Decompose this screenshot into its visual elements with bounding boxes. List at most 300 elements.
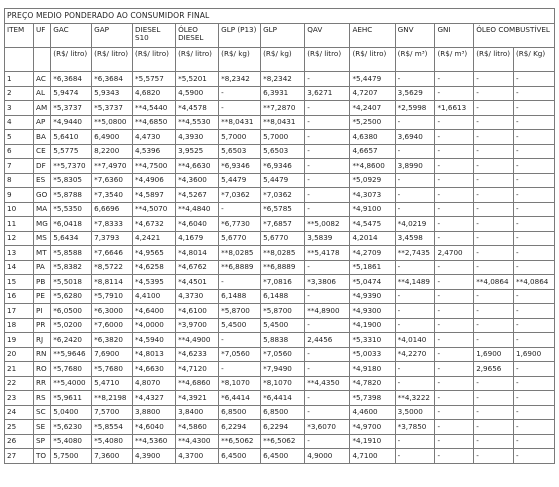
price-table-container: [4, 8, 555, 464]
unit-cell: (R$/ litro): [92, 48, 133, 72]
table-cell: 6,4900: [92, 130, 133, 145]
table-cell: *6,2420: [51, 333, 92, 348]
table-row: [5, 434, 555, 449]
table-cell: *4,3073: [350, 188, 395, 203]
table-row: [5, 318, 555, 333]
table-row: [5, 159, 555, 174]
table-cell: 3: [5, 101, 34, 116]
table-cell: 6,4500: [219, 449, 261, 464]
table-cell: 4,6657: [350, 144, 395, 159]
table-cell: **5,7370: [51, 159, 92, 174]
table-cell: 16: [5, 289, 34, 304]
table-cell: *7,9490: [261, 362, 305, 377]
table-cell: *4,3921: [176, 391, 219, 406]
table-cell: **2,7435: [395, 246, 435, 261]
unit-cell: (R$/ Kg): [514, 48, 555, 72]
table-cell: *5,4080: [92, 434, 133, 449]
table-cell: -: [435, 434, 474, 449]
table-cell: 4,3730: [176, 289, 219, 304]
table-cell: *7,0362: [261, 188, 305, 203]
table-cell: **7,4970: [92, 159, 133, 174]
table-cell: 4,3930: [176, 130, 219, 145]
table-cell: *4,5475: [350, 217, 395, 232]
table-cell: *5,3737: [51, 101, 92, 116]
table-cell: 2: [5, 86, 34, 101]
table-cell: *4,9700: [350, 420, 395, 435]
table-cell: *5,6230: [51, 420, 92, 435]
table-cell: -: [514, 101, 555, 116]
table-cell: *5,8700: [219, 304, 261, 319]
table-cell: *7,0560: [261, 347, 305, 362]
table-row: [5, 449, 555, 464]
table-cell: *7,6646: [92, 246, 133, 261]
table-cell: -: [514, 231, 555, 246]
table-row: [5, 115, 555, 130]
table-cell: -: [514, 362, 555, 377]
table-cell: SP: [34, 434, 51, 449]
table-cell: -: [474, 318, 514, 333]
table-cell: 20: [5, 347, 34, 362]
table-cell: 2,4700: [435, 246, 474, 261]
table-cell: 5,9474: [51, 86, 92, 101]
table-cell: *6,5785: [261, 202, 305, 217]
table-cell: *4,1900: [350, 318, 395, 333]
table-row: [5, 101, 555, 116]
table-cell: -: [474, 231, 514, 246]
table-cell: -: [395, 173, 435, 188]
table-cell: *4,4578: [176, 101, 219, 116]
table-cell: *5,8700: [261, 304, 305, 319]
table-cell: ES: [34, 173, 51, 188]
table-cell: 4,7100: [350, 449, 395, 464]
table-cell: -: [514, 130, 555, 145]
table-cell: **4,6850: [133, 115, 176, 130]
table-cell: -: [305, 144, 350, 159]
table-cell: *5,8305: [51, 173, 92, 188]
table-cell: 1,6900: [474, 347, 514, 362]
table-cell: *5,0474: [350, 275, 395, 290]
table-cell: *6,3684: [51, 72, 92, 87]
table-cell: -: [395, 304, 435, 319]
table-cell: AL: [34, 86, 51, 101]
table-cell: *7,6857: [261, 217, 305, 232]
table-cell: *4,6100: [176, 304, 219, 319]
table-row: [5, 202, 555, 217]
table-cell: -: [474, 173, 514, 188]
table-cell: -: [219, 333, 261, 348]
column-header: UF: [34, 24, 51, 48]
table-cell: **6,5062: [219, 434, 261, 449]
table-cell: **8,0431: [261, 115, 305, 130]
table-cell: -: [305, 72, 350, 87]
table-cell: -: [514, 86, 555, 101]
table-cell: *6,9346: [261, 159, 305, 174]
table-cell: -: [435, 231, 474, 246]
table-cell: -: [435, 130, 474, 145]
table-cell: **4,4300: [176, 434, 219, 449]
table-cell: -: [474, 289, 514, 304]
table-cell: **4,5440: [133, 101, 176, 116]
table-cell: 3,8800: [133, 405, 176, 420]
table-cell: **4,1489: [395, 275, 435, 290]
table-cell: **8,0285: [219, 246, 261, 261]
table-cell: RN: [34, 347, 51, 362]
table-title: PREÇO MEDIO PONDERADO AO CONSUMIDOR FINAL: [5, 9, 555, 24]
table-cell: -: [514, 289, 555, 304]
table-cell: *5,5350: [51, 202, 92, 217]
table-cell: *4,2709: [350, 246, 395, 261]
table-cell: 6,4500: [261, 449, 305, 464]
table-cell: AM: [34, 101, 51, 116]
table-cell: *4,6040: [133, 420, 176, 435]
table-cell: -: [305, 405, 350, 420]
table-cell: -: [435, 449, 474, 464]
column-header: DIESEL S10: [133, 24, 176, 48]
table-cell: TO: [34, 449, 51, 464]
table-cell: **4,4350: [305, 376, 350, 391]
table-cell: 6: [5, 144, 34, 159]
table-cell: *5,3737: [92, 101, 133, 116]
table-cell: *4,0140: [395, 333, 435, 348]
table-cell: *8,1070: [219, 376, 261, 391]
table-cell: 6,8500: [219, 405, 261, 420]
table-cell: -: [514, 304, 555, 319]
unit-cell: (R$/ litro): [350, 48, 395, 72]
table-cell: *5,7910: [92, 289, 133, 304]
table-cell: 6,8500: [261, 405, 305, 420]
table-cell: 4,4600: [350, 405, 395, 420]
table-cell: -: [395, 449, 435, 464]
table-cell: 2,4456: [305, 333, 350, 348]
table-cell: -: [435, 159, 474, 174]
table-cell: 4,8070: [133, 376, 176, 391]
table-cell: -: [514, 144, 555, 159]
table-cell: **5,9646: [51, 347, 92, 362]
table-row: [5, 333, 555, 348]
table-cell: -: [435, 86, 474, 101]
table-cell: 1,6900: [514, 347, 555, 362]
table-cell: *8,1070: [261, 376, 305, 391]
table-cell: -: [305, 318, 350, 333]
table-cell: *4,9180: [350, 362, 395, 377]
table-cell: 5,6503: [219, 144, 261, 159]
column-header: GLP (P13): [219, 24, 261, 48]
table-cell: 3,5000: [395, 405, 435, 420]
unit-cell: (R$/ m³): [395, 48, 435, 72]
table-row: [5, 188, 555, 203]
table-cell: 5,6434: [51, 231, 92, 246]
table-cell: 5,0400: [51, 405, 92, 420]
table-cell: 8,2200: [92, 144, 133, 159]
table-cell: *4,6040: [176, 217, 219, 232]
table-cell: *4,8013: [133, 347, 176, 362]
table-cell: -: [435, 289, 474, 304]
table-cell: -: [305, 434, 350, 449]
table-cell: -: [435, 202, 474, 217]
table-cell: **7,2870: [261, 101, 305, 116]
table-cell: -: [514, 115, 555, 130]
table-cell: 4,5900: [176, 86, 219, 101]
table-cell: -: [514, 173, 555, 188]
table-cell: 27: [5, 449, 34, 464]
table-cell: -: [474, 86, 514, 101]
table-cell: *6,0500: [51, 304, 92, 319]
table-cell: 4,5396: [133, 144, 176, 159]
table-cell: -: [435, 304, 474, 319]
header-row: [5, 24, 555, 48]
unit-cell: [5, 48, 34, 72]
table-cell: -: [395, 362, 435, 377]
table-cell: *5,2500: [350, 115, 395, 130]
table-cell: **4,8900: [305, 304, 350, 319]
table-cell: CE: [34, 144, 51, 159]
table-cell: *4,7820: [350, 376, 395, 391]
table-cell: -: [435, 72, 474, 87]
table-cell: -: [474, 130, 514, 145]
table-cell: *7,6000: [92, 318, 133, 333]
table-cell: MG: [34, 217, 51, 232]
table-cell: *4,4327: [133, 391, 176, 406]
table-cell: 5: [5, 130, 34, 145]
table-cell: **4,4840: [176, 202, 219, 217]
table-cell: *8,2342: [261, 72, 305, 87]
table-cell: -: [514, 159, 555, 174]
table-cell: -: [435, 275, 474, 290]
table-cell: DF: [34, 159, 51, 174]
table-cell: MS: [34, 231, 51, 246]
table-cell: PB: [34, 275, 51, 290]
table-cell: GO: [34, 188, 51, 203]
table-cell: *5,7398: [350, 391, 395, 406]
table-cell: -: [474, 72, 514, 87]
table-row: [5, 376, 555, 391]
column-header: ITEM: [5, 24, 34, 48]
table-cell: 26: [5, 434, 34, 449]
unit-cell: (R$/ kg): [261, 48, 305, 72]
table-cell: -: [514, 318, 555, 333]
table-cell: 5,6770: [219, 231, 261, 246]
table-cell: 21: [5, 362, 34, 377]
table-cell: 10: [5, 202, 34, 217]
table-cell: *4,0000: [133, 318, 176, 333]
table-cell: *5,4080: [51, 434, 92, 449]
table-cell: -: [395, 434, 435, 449]
table-cell: 5,4710: [92, 376, 133, 391]
table-cell: *4,6630: [133, 362, 176, 377]
column-header: GNI: [435, 24, 474, 48]
unit-cell: (R$/ litro): [305, 48, 350, 72]
table-cell: 4,2014: [350, 231, 395, 246]
table-cell: *7,0362: [219, 188, 261, 203]
column-header: GAC: [51, 24, 92, 48]
table-cell: 5,6503: [261, 144, 305, 159]
table-cell: RO: [34, 362, 51, 377]
table-cell: *5,0929: [350, 173, 395, 188]
table-cell: 3,5839: [305, 231, 350, 246]
table-cell: *4,5395: [133, 275, 176, 290]
table-cell: *4,4906: [133, 173, 176, 188]
table-cell: *4,9390: [350, 289, 395, 304]
table-cell: -: [474, 449, 514, 464]
table-cell: *4,1910: [350, 434, 395, 449]
table-cell: **8,2198: [92, 391, 133, 406]
table-cell: SE: [34, 420, 51, 435]
table-cell: -: [395, 318, 435, 333]
table-cell: *6,0418: [51, 217, 92, 232]
table-cell: *7,8333: [92, 217, 133, 232]
table-cell: **4,5360: [133, 434, 176, 449]
table-cell: -: [219, 202, 261, 217]
table-cell: *4,7120: [176, 362, 219, 377]
table-cell: 7,5700: [92, 405, 133, 420]
table-cell: *4,8014: [176, 246, 219, 261]
table-cell: 5,5775: [51, 144, 92, 159]
table-cell: *4,6732: [133, 217, 176, 232]
table-cell: 12: [5, 231, 34, 246]
table-cell: PE: [34, 289, 51, 304]
table-cell: -: [474, 217, 514, 232]
table-cell: 3,8400: [176, 405, 219, 420]
table-row: [5, 260, 555, 275]
table-cell: PI: [34, 304, 51, 319]
table-cell: -: [435, 405, 474, 420]
table-cell: *5,0033: [350, 347, 395, 362]
table-cell: -: [435, 188, 474, 203]
table-cell: 5,4500: [261, 318, 305, 333]
table-cell: -: [219, 362, 261, 377]
unit-cell: (R$/ m³): [435, 48, 474, 72]
table-cell: -: [219, 101, 261, 116]
table-cell: *2,5998: [395, 101, 435, 116]
unit-cell: (R$/ litro): [474, 48, 514, 72]
table-cell: -: [474, 202, 514, 217]
table-cell: -: [219, 86, 261, 101]
table-cell: *4,9440: [51, 115, 92, 130]
table-cell: *5,1861: [350, 260, 395, 275]
table-cell: *5,8382: [51, 260, 92, 275]
table-cell: -: [435, 391, 474, 406]
table-cell: 5,9343: [92, 86, 133, 101]
table-cell: 6,1488: [219, 289, 261, 304]
unit-cell: (R$/ kg): [219, 48, 261, 72]
table-cell: *8,8114: [92, 275, 133, 290]
table-cell: *3,7850: [395, 420, 435, 435]
table-cell: *4,2270: [395, 347, 435, 362]
table-cell: 3,4598: [395, 231, 435, 246]
table-cell: 4,1679: [176, 231, 219, 246]
table-cell: *5,6280: [51, 289, 92, 304]
table-cell: -: [305, 347, 350, 362]
unit-cell: (R$/ litro): [133, 48, 176, 72]
table-cell: *4,6400: [133, 304, 176, 319]
table-cell: 3,9525: [176, 144, 219, 159]
table-row: [5, 347, 555, 362]
table-cell: -: [435, 362, 474, 377]
table-cell: -: [305, 159, 350, 174]
table-cell: 3,5629: [395, 86, 435, 101]
table-cell: -: [305, 130, 350, 145]
table-cell: -: [305, 188, 350, 203]
table-cell: 17: [5, 304, 34, 319]
table-cell: *5,7680: [92, 362, 133, 377]
table-cell: 23: [5, 391, 34, 406]
table-cell: *5,9611: [51, 391, 92, 406]
table-cell: -: [474, 246, 514, 261]
table-cell: **5,0800: [92, 115, 133, 130]
column-header: AEHC: [350, 24, 395, 48]
table-cell: **5,0082: [305, 217, 350, 232]
table-cell: -: [474, 376, 514, 391]
table-cell: -: [435, 420, 474, 435]
table-cell: **4,0864: [474, 275, 514, 290]
table-cell: 3,6271: [305, 86, 350, 101]
table-cell: *5,0200: [51, 318, 92, 333]
table-cell: -: [474, 434, 514, 449]
table-cell: 3,8990: [395, 159, 435, 174]
table-cell: 5,7000: [261, 130, 305, 145]
table-cell: 5,4479: [219, 173, 261, 188]
table-row: [5, 289, 555, 304]
table-cell: 6,2294: [219, 420, 261, 435]
table-cell: **4,6630: [176, 159, 219, 174]
table-cell: *3,9700: [176, 318, 219, 333]
table-cell: MA: [34, 202, 51, 217]
table-cell: -: [514, 391, 555, 406]
table-cell: -: [435, 260, 474, 275]
table-cell: *5,8588: [51, 246, 92, 261]
table-cell: -: [305, 202, 350, 217]
column-header: GNV: [395, 24, 435, 48]
table-cell: -: [435, 217, 474, 232]
table-cell: -: [474, 260, 514, 275]
table-cell: -: [514, 260, 555, 275]
table-cell: BA: [34, 130, 51, 145]
table-cell: -: [395, 72, 435, 87]
table-cell: *6,9346: [219, 159, 261, 174]
unit-cell: [34, 48, 51, 72]
table-cell: **4,8600: [350, 159, 395, 174]
table-cell: 7,3600: [92, 449, 133, 464]
table-cell: *3,6070: [305, 420, 350, 435]
table-cell: -: [435, 333, 474, 348]
table-cell: *5,5018: [51, 275, 92, 290]
table-cell: 5,4500: [219, 318, 261, 333]
table-cell: *7,6360: [92, 173, 133, 188]
table-cell: 15: [5, 275, 34, 290]
table-cell: *4,6762: [176, 260, 219, 275]
table-cell: 5,4479: [261, 173, 305, 188]
table-cell: -: [395, 376, 435, 391]
table-cell: **4,7500: [133, 159, 176, 174]
table-cell: 22: [5, 376, 34, 391]
table-cell: *4,3600: [176, 173, 219, 188]
table-cell: -: [435, 115, 474, 130]
table-cell: 6,1488: [261, 289, 305, 304]
table-cell: 6,6696: [92, 202, 133, 217]
table-cell: -: [305, 289, 350, 304]
table-cell: -: [474, 420, 514, 435]
table-row: [5, 420, 555, 435]
table-cell: *4,2407: [350, 101, 395, 116]
table-row: [5, 391, 555, 406]
table-cell: 18: [5, 318, 34, 333]
table-cell: -: [474, 144, 514, 159]
table-cell: 5,7000: [219, 130, 261, 145]
table-cell: AC: [34, 72, 51, 87]
table-cell: 4,9000: [305, 449, 350, 464]
table-cell: -: [514, 217, 555, 232]
table-cell: **4,3222: [395, 391, 435, 406]
